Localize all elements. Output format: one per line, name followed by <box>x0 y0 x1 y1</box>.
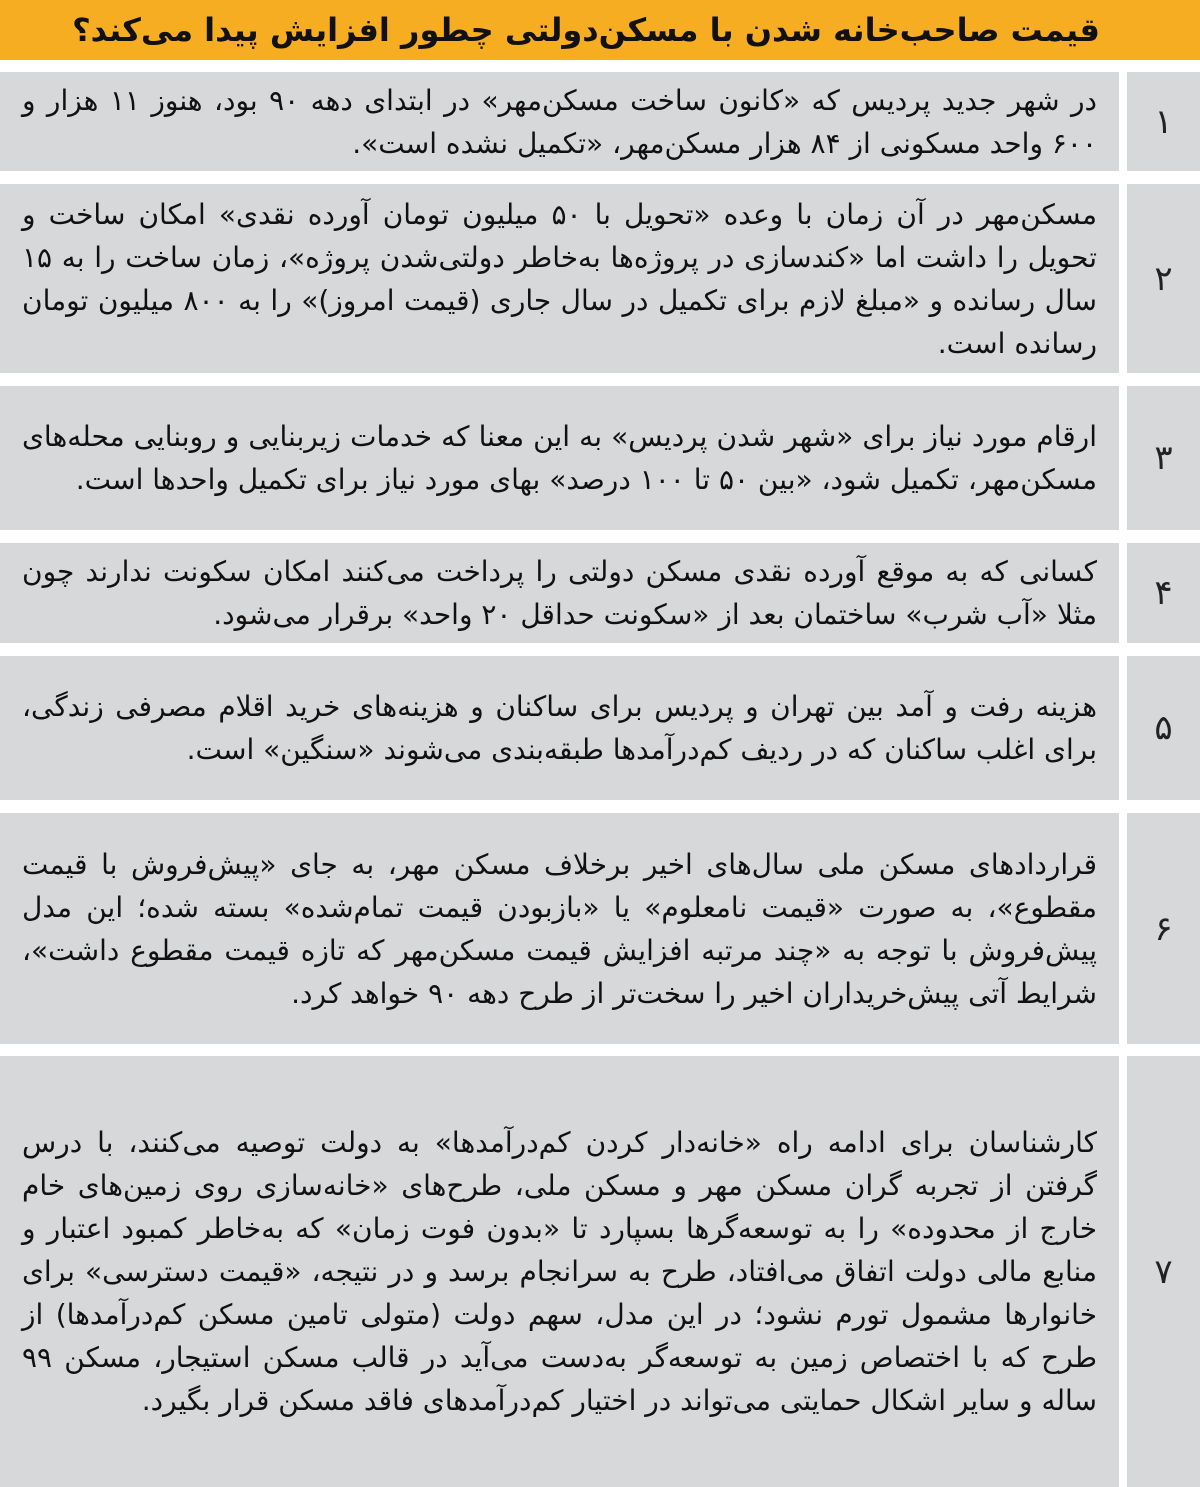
row-number: ۱ <box>1154 101 1173 142</box>
table-row <box>0 386 1200 530</box>
row-text: قراردادهای مسکن ملی سال‌های اخیر برخلاف مسکن مهر، به جای «پیش‌فروش با قیمت مقطوع»، به صورت «قیمت نامعلوم» یا «بازبودن قیمت تمام‌شده» بسته شده؛ این مدل پیش‌فروش با توجه به «چند مرتبه افزایش قیمت مسکن‌مهر که تازه قیمت مقطوع داشت»، شرایط آتی پیش‌خریداران اخیر را سخت‌تر از طرح دهه ۹۰ خواهد کرد. <box>22 847 1097 1010</box>
row-number-cell <box>1127 813 1200 1044</box>
table-row <box>0 543 1200 643</box>
row-text-cell <box>0 543 1119 643</box>
row-number-cell <box>1127 184 1200 373</box>
row-text: کسانی که به موقع آورده نقدی مسکن دولتی را پرداخت می‌کنند امکان سکونت ندارند چون مثلا «آب شرب» ساختمان بعد از «سکونت حداقل ۲۰ واحد» برقرار می‌شود. <box>22 555 1097 631</box>
row-text-cell <box>0 656 1119 800</box>
table-row <box>0 72 1200 171</box>
header-bar <box>0 0 1200 60</box>
table <box>0 60 1200 1487</box>
row-number: ۴ <box>1154 573 1173 613</box>
row-text-cell <box>0 1056 1119 1487</box>
row-number: ۵ <box>1154 708 1173 748</box>
row-number-cell <box>1127 656 1200 800</box>
table-row <box>0 656 1200 800</box>
row-text: کارشناسان برای ادامه راه «خانه‌دار کردن کم‌درآمدها» به دولت توصیه می‌کنند، با درس گرفتن از تجربه گران مسکن مهر و مسکن ملی، طرح‌های «خانه‌سازی روی زمین‌های خام خارج از محدوده» را به توسعه‌گرها بسپارد تا «بدون فوت زمان» که به‌خاطر کمبود اعتبار و منابع مالی دولت اتفاق می‌افتاد، طرح به سرانجام برسد و در نتیجه، «قیمت دسترسی» برای خانوارها مشمول تورم نشود؛ در این مدل، سهم دولت (متولی تامین مسکن کم‌درآمدها) از طرح که با اختصاص زمین به توسعه‌گر به‌دست می‌آید در قالب مسکن استیجار، مسکن ۹۹ ساله و سایر اشکال حمایتی می‌تواند در اختیار کم‌درآمدهای فاقد مسکن قرار بگیرد. <box>22 1126 1097 1417</box>
row-text-cell <box>0 386 1119 530</box>
row-number: ۷ <box>1154 1251 1173 1292</box>
row-number-cell <box>1127 1056 1200 1487</box>
row-number: ۶ <box>1154 908 1173 949</box>
row-text-cell <box>0 184 1119 373</box>
row-number-cell <box>1127 72 1200 171</box>
row-text: مسکن‌مهر در آن زمان با وعده «تحویل با ۵۰ میلیون تومان آورده نقدی» امکان ساخت و تحویل را داشت اما «کندسازی در پروژه‌ها به‌خاطر دولتی‌شدن پروژه»، زمان ساخت را به ۱۵ سال رسانده و «مبلغ لازم برای تکمیل در سال جاری (قیمت امروز)» را به ۸۰۰ میلیون تومان رسانده است. <box>22 197 1097 360</box>
page-title: قیمت صاحب‌خانه شدن با مسکن‌دولتی چطور افزایش پیدا می‌کند؟ <box>72 11 1100 49</box>
row-text-cell <box>0 813 1119 1044</box>
row-number-cell <box>1127 543 1200 643</box>
row-text: ارقام مورد نیاز برای «شهر شدن پردیس» به این معنا که خدمات زیربنایی و روبنایی محله‌های مسکن‌مهر، تکمیل شود، «بین ۵۰ تا ۱۰۰ درصد» بهای مورد نیاز برای تکمیل واحدها است. <box>22 420 1097 496</box>
table-row <box>0 1056 1200 1487</box>
row-text-cell <box>0 72 1119 171</box>
row-text: در شهر جدید پردیس که «کانون ساخت مسکن‌مهر» در ابتدای دهه ۹۰ بود، هنوز ۱۱ هزار و ۶۰۰ واحد مسکونی از ۸۴ هزار مسکن‌مهر، «تکمیل نشده است». <box>22 83 1098 160</box>
row-text: هزینه رفت و آمد بین تهران و پردیس برای ساکنان و هزینه‌های خرید اقلام مصرفی زندگی، برای اغلب ساکنان که در ردیف کم‌درآمدها طبقه‌بندی می‌شوند «سنگین» است. <box>22 690 1097 766</box>
row-number: ۳ <box>1154 438 1173 478</box>
table-row <box>0 813 1200 1044</box>
row-number-cell <box>1127 386 1200 530</box>
row-number: ۲ <box>1154 258 1173 299</box>
table-row <box>0 184 1200 373</box>
